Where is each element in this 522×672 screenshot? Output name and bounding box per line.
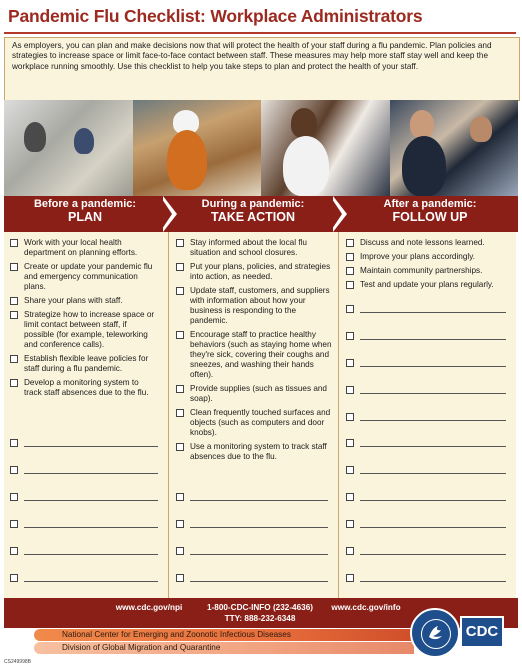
checklist-item[interactable]: Put your plans, policies, and strategies into action, as needed.	[176, 262, 332, 282]
division-bar	[34, 642, 414, 654]
checkbox[interactable]	[346, 253, 354, 261]
blank-entry[interactable]	[10, 518, 158, 530]
intro-paragraph: As employers, you can plan and make decisions now that will protect the health of your staff during a flu pandemic. Plan policies and strategies to increase space or limit face-to-face contact between staff. These measures may help more staff stay well and keep the workplace running smoothly. Use this checklist to help you take steps to plan and protect the health of your staff.	[4, 37, 520, 101]
checklist-item[interactable]: Discuss and note lessons learned.	[346, 238, 510, 248]
cdc-logo	[410, 606, 502, 658]
follow-up-column	[346, 238, 510, 294]
document-code: CS249998B	[4, 659, 31, 665]
checkbox[interactable]	[346, 574, 354, 582]
checklist-item[interactable]: Share your plans with staff.	[10, 296, 158, 306]
title-rule	[4, 32, 516, 34]
checkbox[interactable]	[176, 385, 184, 393]
checkbox[interactable]	[346, 493, 354, 501]
checklist-item[interactable]: Provide supplies (such as tissues and soap).	[176, 384, 332, 404]
checkbox[interactable]	[346, 386, 354, 394]
blank-entry[interactable]	[176, 491, 328, 503]
checkbox[interactable]	[176, 574, 184, 582]
checkbox[interactable]	[176, 443, 184, 451]
during-heading: During a pandemic: TAKE ACTION	[201, 198, 305, 224]
cdc-wordmark: CDC	[460, 616, 504, 648]
blank-entry[interactable]	[346, 357, 506, 369]
office-photo	[4, 100, 133, 196]
meeting-photo	[390, 100, 519, 196]
blank-entry[interactable]	[346, 518, 506, 530]
blank-entry[interactable]	[346, 491, 506, 503]
npi-link[interactable]: www.cdc.gov/npi	[115, 603, 183, 612]
before-heading: Before a pandemic: PLAN	[33, 198, 137, 224]
checklist-item[interactable]: Improve your plans accordingly.	[346, 252, 510, 262]
checkbox[interactable]	[10, 574, 18, 582]
checklist-item[interactable]: Work with your local health department on planning efforts.	[10, 238, 158, 258]
phone-number: 1-800-CDC-INFO (232-4636)	[206, 603, 314, 612]
checkbox[interactable]	[10, 493, 18, 501]
checklist-item[interactable]: Create or update your pandemic flu and emergency communication plans.	[10, 262, 158, 292]
checkbox[interactable]	[176, 493, 184, 501]
checkbox[interactable]	[10, 466, 18, 474]
checkbox[interactable]	[346, 547, 354, 555]
checkbox[interactable]	[10, 520, 18, 528]
checkbox[interactable]	[346, 332, 354, 340]
blank-entry[interactable]	[346, 464, 506, 476]
checklist-item[interactable]: Use a monitoring system to track staff absences due to the flu.	[176, 442, 332, 462]
blank-entry[interactable]	[346, 545, 506, 557]
checkbox[interactable]	[346, 267, 354, 275]
checkbox[interactable]	[10, 239, 18, 247]
blank-entry[interactable]	[10, 437, 158, 449]
checkbox[interactable]	[176, 547, 184, 555]
checklist-item[interactable]: Test and update your plans regularly.	[346, 280, 510, 290]
checkbox[interactable]	[176, 520, 184, 528]
checkbox[interactable]	[176, 409, 184, 417]
center-bar	[34, 629, 414, 641]
blank-entry[interactable]	[10, 491, 158, 503]
handshake-photo	[261, 100, 390, 196]
checkbox[interactable]	[10, 311, 18, 319]
checklist-item[interactable]: Develop a monitoring system to track staff absences due to the flu.	[10, 378, 158, 398]
checklist-item[interactable]: Encourage staff to practice healthy behaviors (such as staying home when they're sick, covering their coughs and sneezes, and washing their hands often).	[176, 330, 332, 380]
checklist-item[interactable]: Stay informed about the local flu situation and school closures.	[176, 238, 332, 258]
checkbox[interactable]	[346, 281, 354, 289]
checkbox[interactable]	[10, 547, 18, 555]
blank-entry[interactable]	[176, 545, 328, 557]
checkbox[interactable]	[10, 439, 18, 447]
checkbox[interactable]	[346, 239, 354, 247]
blank-entry[interactable]	[346, 572, 506, 584]
blank-entry[interactable]	[346, 411, 506, 423]
checklist-item[interactable]: Establish flexible leave policies for staff during a flu pandemic.	[10, 354, 158, 374]
checkbox[interactable]	[10, 379, 18, 387]
after-heading: After a pandemic: FOLLOW UP	[383, 198, 477, 224]
blank-entry[interactable]	[346, 437, 506, 449]
blank-entry[interactable]	[10, 545, 158, 557]
eagle-icon	[426, 623, 446, 643]
action-column	[176, 238, 332, 466]
blank-entry[interactable]	[346, 330, 506, 342]
page-title: Pandemic Flu Checklist: Workplace Administrators	[8, 6, 423, 26]
worker-photo	[133, 100, 262, 196]
checklist-item[interactable]: Update staff, customers, and suppliers with information about how your business is responding to the pandemic.	[176, 286, 332, 326]
blank-entry[interactable]	[176, 518, 328, 530]
center-name: National Center for Emerging and Zoonotic Infectious Diseases	[62, 630, 291, 639]
info-link[interactable]: www.cdc.gov/info	[331, 603, 401, 612]
blank-entry[interactable]	[346, 303, 506, 315]
checkbox[interactable]	[10, 355, 18, 363]
checkbox[interactable]	[10, 263, 18, 271]
blank-entry[interactable]	[176, 572, 328, 584]
checkbox[interactable]	[346, 359, 354, 367]
blank-entry[interactable]	[10, 464, 158, 476]
checkbox[interactable]	[176, 287, 184, 295]
checkbox[interactable]	[346, 466, 354, 474]
checkbox[interactable]	[346, 439, 354, 447]
checkbox[interactable]	[176, 239, 184, 247]
checklist-item[interactable]: Maintain community partnerships.	[346, 266, 510, 276]
hhs-seal-icon	[410, 608, 460, 658]
plan-column	[10, 238, 158, 402]
checkbox[interactable]	[346, 520, 354, 528]
blank-entry[interactable]	[346, 384, 506, 396]
checkbox[interactable]	[346, 305, 354, 313]
checkbox[interactable]	[346, 413, 354, 421]
checkbox[interactable]	[10, 297, 18, 305]
checklist-item[interactable]: Clean frequently touched surfaces and objects (such as computers and door knobs).	[176, 408, 332, 438]
photo-strip	[4, 100, 518, 196]
checkbox[interactable]	[176, 263, 184, 271]
checklist-item[interactable]: Strategize how to increase space or limit contact between staff, if possible (for example, teleworking and conference calls).	[10, 310, 158, 350]
division-name: Division of Global Migration and Quarantine	[62, 643, 221, 652]
blank-entry[interactable]	[10, 572, 158, 584]
tty-number: TTY: 888-232-6348	[224, 614, 296, 623]
checkbox[interactable]	[176, 331, 184, 339]
